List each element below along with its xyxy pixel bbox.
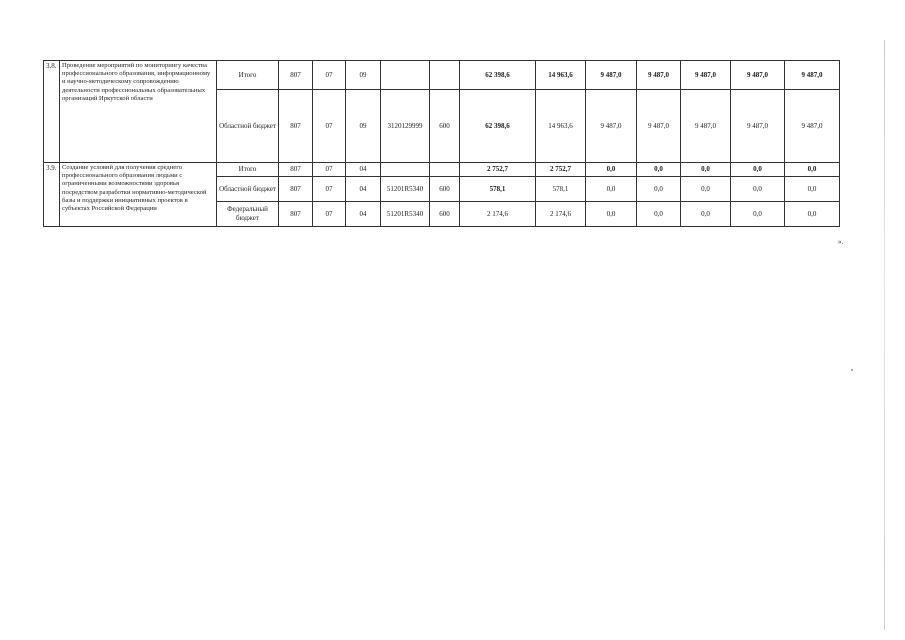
value-cell: 9 487,0 (637, 90, 681, 163)
code-cell: 07 (313, 163, 346, 177)
value-cell: 0,0 (586, 202, 637, 227)
total-cell: 2 752,7 (460, 163, 536, 177)
code-cell: 09 (346, 90, 381, 163)
code-cell: 09 (346, 61, 381, 90)
code-cell: 51201R5340 (381, 177, 430, 202)
value-cell: 0,0 (586, 177, 637, 202)
value-cell: 0,0 (731, 163, 785, 177)
value-cell: 0,0 (785, 177, 840, 202)
code-cell: 600 (430, 90, 460, 163)
funding-source: Федеральный бюджет (217, 202, 279, 227)
code-cell: 51201R5340 (381, 202, 430, 227)
value-cell: 9 487,0 (681, 61, 731, 90)
total-cell: 2 174,6 (460, 202, 536, 227)
row-number: 3.8. (44, 61, 60, 163)
value-cell: 9 487,0 (731, 61, 785, 90)
budget-table (43, 60, 840, 227)
funding-source: Итого (217, 61, 279, 90)
funding-source: Областной бюджет (217, 177, 279, 202)
code-cell: 807 (279, 163, 313, 177)
value-cell: 0,0 (681, 163, 731, 177)
code-cell: 807 (279, 177, 313, 202)
table-row (44, 61, 840, 90)
value-cell: 0,0 (681, 202, 731, 227)
value-cell: 9 487,0 (785, 90, 840, 163)
code-cell: 07 (313, 177, 346, 202)
value-cell: 14 963,6 (536, 90, 586, 163)
code-cell: 807 (279, 61, 313, 90)
activity-name: Проведение мероприятий по мониторингу качества профессионального образования, информационному и научно-методическому сопровождению деятельности профессиональных образовательных организаций Иркутской области (60, 61, 217, 163)
code-cell (430, 61, 460, 90)
code-cell: 07 (313, 61, 346, 90)
code-cell: 04 (346, 177, 381, 202)
closing-quote-mark: ». (838, 238, 844, 246)
value-cell: 9 487,0 (681, 90, 731, 163)
row-number: 3.9. (44, 163, 60, 227)
total-cell: 62 398,6 (460, 90, 536, 163)
code-cell (430, 163, 460, 177)
value-cell: 2 752,7 (536, 163, 586, 177)
total-cell: 62 398,6 (460, 61, 536, 90)
value-cell: 9 487,0 (586, 90, 637, 163)
value-cell: 9 487,0 (785, 61, 840, 90)
value-cell: 0,0 (785, 202, 840, 227)
scan-edge-line (884, 40, 885, 630)
value-cell: 0,0 (637, 163, 681, 177)
code-cell: 04 (346, 163, 381, 177)
value-cell: 14 963,6 (536, 61, 586, 90)
table-row (44, 163, 840, 177)
value-cell: 9 487,0 (637, 61, 681, 90)
funding-source: Областной бюджет (217, 90, 279, 163)
code-cell: 3120129999 (381, 90, 430, 163)
value-cell: 9 487,0 (586, 61, 637, 90)
code-cell (381, 61, 430, 90)
value-cell: 0,0 (637, 177, 681, 202)
value-cell: 0,0 (637, 202, 681, 227)
value-cell: 0,0 (586, 163, 637, 177)
code-cell: 600 (430, 177, 460, 202)
code-cell: 04 (346, 202, 381, 227)
value-cell: 0,0 (785, 163, 840, 177)
value-cell: 0,0 (731, 177, 785, 202)
funding-source: Итого (217, 163, 279, 177)
value-cell: 9 487,0 (731, 90, 785, 163)
value-cell: 578,1 (536, 177, 586, 202)
code-cell: 600 (430, 202, 460, 227)
total-cell: 578,1 (460, 177, 536, 202)
scan-speck (851, 369, 853, 371)
code-cell (381, 163, 430, 177)
code-cell: 07 (313, 90, 346, 163)
value-cell: 0,0 (731, 202, 785, 227)
code-cell: 07 (313, 202, 346, 227)
code-cell: 807 (279, 202, 313, 227)
activity-name: Создание условий для получения среднего профессионального образования людьми с ограниченными возможностями здоровья посредством разработки нормативно-методической базы и поддержки инициативных проектов в субъектах Российской Федерации (60, 163, 217, 227)
code-cell: 807 (279, 90, 313, 163)
value-cell: 2 174,6 (536, 202, 586, 227)
value-cell: 0,0 (681, 177, 731, 202)
